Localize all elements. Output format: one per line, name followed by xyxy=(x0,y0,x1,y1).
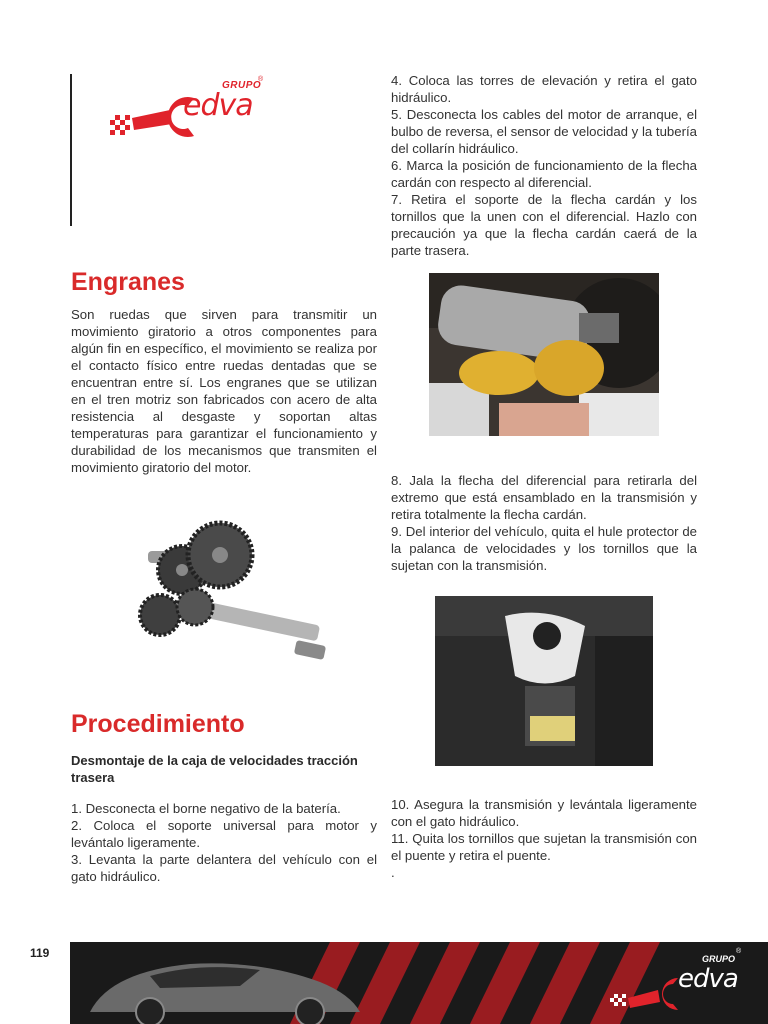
procedure-steps-8-9 xyxy=(391,472,697,574)
step-item: 2. Coloca el soporte universal para motor y levántalo ligeramente. xyxy=(71,818,377,850)
driveshaft-removal-photo xyxy=(429,273,659,436)
logo-registered-mark: ® xyxy=(258,76,264,83)
brand-logo xyxy=(108,76,268,142)
section-title-procedimiento: Procedimiento xyxy=(71,710,245,738)
step-item: 4. Coloca las torres de elevación y retira el gato hidráulico. xyxy=(391,73,697,105)
logo-wordmark: edva xyxy=(183,88,253,123)
footer-logo-grupo: GRUPO xyxy=(702,954,736,964)
trailing-dot: . xyxy=(391,865,395,880)
step-item: 5. Desconecta los cables del motor de arranque, el bulbo de reversa, el sensor de velocidad y la tubería del collarín hidráulico. xyxy=(391,107,697,156)
step-item: 1. Desconecta el borne negativo de la batería. xyxy=(71,801,341,816)
step-item: 11. Quita los tornillos que sujetan la transmisión con el puente y retira el puente. xyxy=(391,831,697,863)
procedure-subtitle: Desmontaje de la caja de velocidades tracción trasera xyxy=(71,753,358,785)
footer-banner xyxy=(70,942,768,1024)
header-divider-line xyxy=(70,74,72,226)
section-title-engranes: Engranes xyxy=(71,268,185,296)
procedure-steps-10-11 xyxy=(391,796,697,881)
procedure-steps-4-7 xyxy=(391,72,697,259)
step-item: 10. Asegura la transmisión y levántala ligeramente con el gato hidráulico. xyxy=(391,797,697,829)
footer-logo-registered: ® xyxy=(736,948,742,955)
procedure-steps-1-3 xyxy=(71,800,377,885)
page-number: 119 xyxy=(30,946,50,960)
step-item: 9. Del interior del vehículo, quita el hule protector de la palanca de velocidades y los tornillos que la sujetan con la transmisión. xyxy=(391,524,697,573)
engranes-paragraph: Son ruedas que sirven para transmitir un movimiento giratorio a otros componentes para algún fin en específico, el movimiento se realiza por el contacto físico entre ruedas dentadas que se encuentran entre sí. Los engranes que se utilizan en el tren motriz son fabricados con acero de alta resistencia al desgaste y soportan altas temperaturas para garantizar el funcionamiento y durabilidad de los mecanismos que transmiten el movimiento giratorio del motor. xyxy=(71,307,377,475)
gear-shaft-photo xyxy=(120,515,330,675)
footer-logo-wordmark: edva xyxy=(678,964,738,994)
step-item: 3. Levanta la parte delantera del vehículo con el gato hidráulico. xyxy=(71,852,377,884)
step-item: 6. Marca la posición de funcionamiento de la flecha cardán con respecto al diferencial. xyxy=(391,158,697,190)
logo-grupo-text: GRUPO xyxy=(222,80,262,91)
step-item: 7. Retira el soporte de la flecha cardán y los tornillos que la unen con el diferencial. Hazlo con precaución ya que la flecha cardán caerá de la parte trasera. xyxy=(391,192,697,258)
step-item: 8. Jala la flecha del diferencial para retirarla del extremo que está ensamblado en la transmisión y retira totalmente la flecha cardán. xyxy=(391,473,697,522)
gear-lever-photo xyxy=(435,596,653,766)
footer-graphic xyxy=(70,942,768,1024)
